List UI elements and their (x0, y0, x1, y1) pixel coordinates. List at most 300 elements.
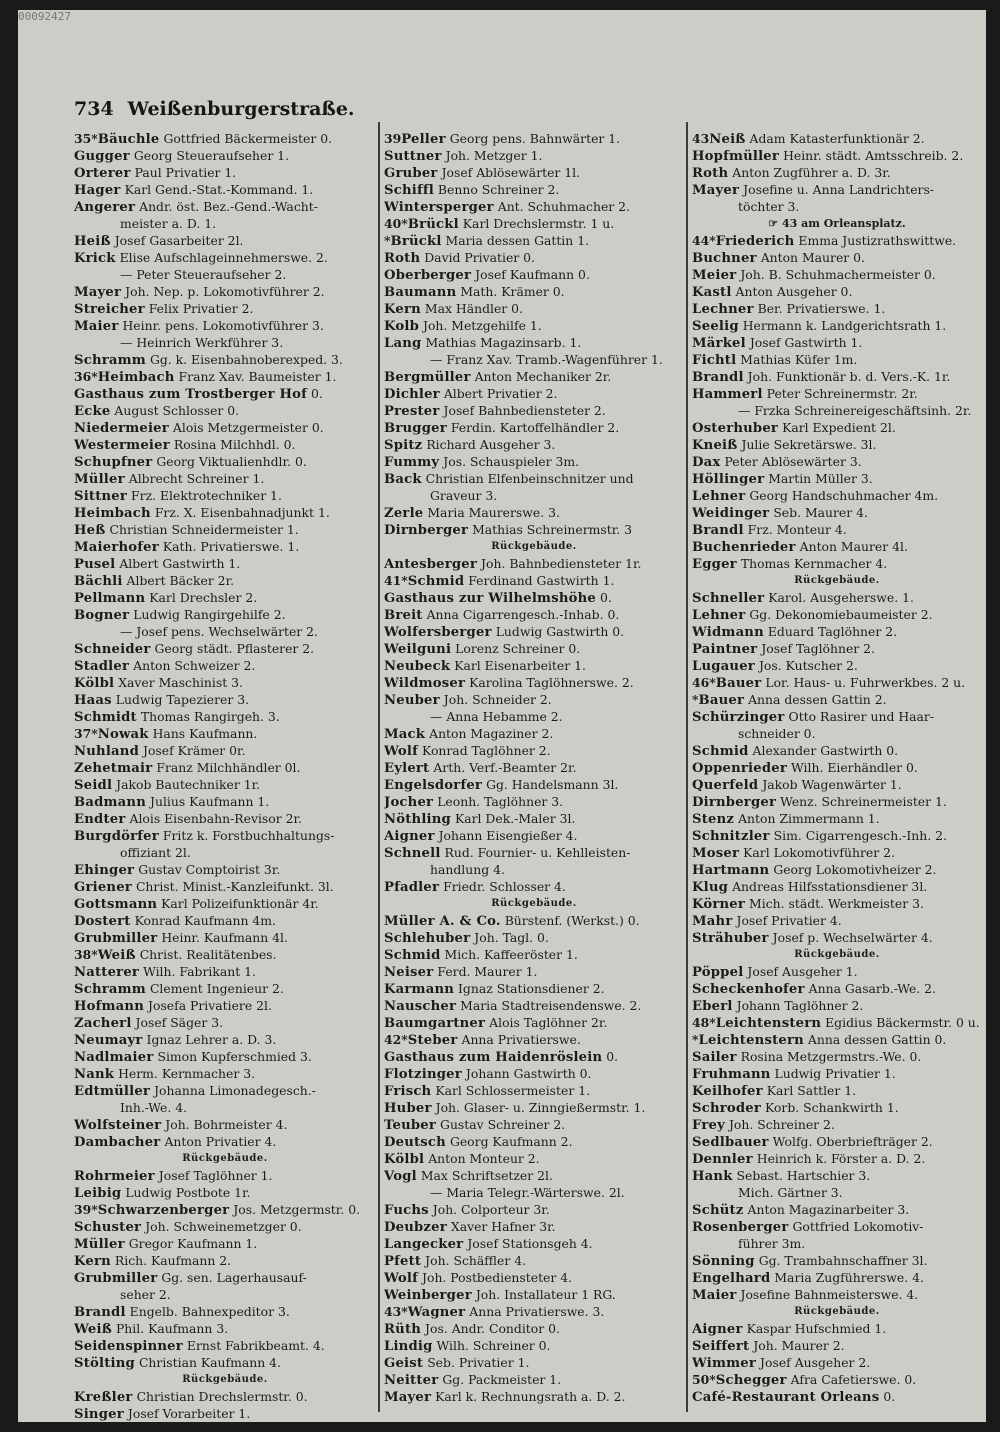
resident-name: Seelig (692, 319, 739, 334)
resident-details: Xaver Hafner 3r. (450, 1219, 556, 1234)
resident-details: Gg. k. Eisenbahnoberexped. 3. (149, 352, 343, 367)
directory-entry (74, 130, 376, 147)
directory-entry (74, 198, 376, 215)
resident-details: Karl k. Rechnungsrath a. D. 2. (435, 1389, 626, 1404)
resident-name: Gugger (74, 149, 130, 164)
resident-name: Stölting (74, 1356, 135, 1371)
resident-name: Brückl (390, 234, 442, 249)
directory-entry (74, 232, 376, 249)
directory-entry (692, 657, 982, 674)
directory-entry (692, 1082, 982, 1099)
resident-name: Pfadler (384, 880, 440, 895)
resident-name: Leichtenstern (715, 1016, 822, 1031)
resident-details: Maria Stadtreisendenswe. 2. (460, 998, 642, 1013)
resident-name: Edtmüller (74, 1084, 151, 1099)
resident-details: Josef Ausgeher 2. (760, 1355, 871, 1370)
house-number: 39 (384, 131, 402, 146)
resident-name: Paintner (692, 642, 758, 657)
resident-details: Anna Privatierswe. 3. (469, 1304, 605, 1319)
directory-entry (384, 555, 684, 572)
directory-entry (692, 249, 982, 266)
resident-name: Hofmann (74, 999, 145, 1014)
directory-entry (692, 708, 982, 725)
resident-details: Leonh. Taglöhner 3. (437, 794, 564, 809)
resident-name: Leichtenstern (698, 1033, 804, 1048)
resident-details: Hans Kaufmann. (152, 726, 258, 741)
house-number: 35* (74, 131, 98, 146)
directory-entry (692, 1133, 982, 1150)
resident-details: Karol. Ausgeherswe. 1. (768, 590, 914, 605)
resident-details: Frz. Elektrotechniker 1. (131, 488, 282, 503)
section-heading: Rückgebäude. (794, 949, 880, 960)
directory-entry (692, 453, 982, 470)
directory-entry (692, 759, 982, 776)
resident-name: Antesberger (384, 557, 478, 572)
resident-name: Angerer (74, 200, 136, 215)
section-heading: Rückgebäude. (794, 575, 880, 586)
resident-details: Engelb. Bahnexpeditor 3. (129, 1304, 290, 1319)
directory-entry (74, 1201, 376, 1218)
resident-details: Gg. Dekonomiebaumeister 2. (749, 607, 933, 622)
entry-continuation: — Josef pens. Wechselwärter 2. (120, 624, 318, 639)
resident-details: Josefa Privatiere 2l. (148, 998, 272, 1013)
column-divider (686, 122, 688, 1412)
directory-entry (384, 300, 684, 317)
resident-details: Georg Kaufmann 2. (449, 1134, 573, 1149)
resident-details: Anna Cigarrengesch.-Inhab. 0. (426, 607, 620, 622)
directory-entry (384, 198, 684, 215)
directory-entry (74, 691, 376, 708)
resident-name: Baumgartner (384, 1016, 486, 1031)
resident-name: Singer (74, 1407, 124, 1422)
resident-details: Anton Schweizer 2. (133, 658, 256, 673)
entry-continuation: offiziant 2l. (120, 845, 191, 860)
directory-entry (384, 402, 684, 419)
resident-details: Rosina Milchhdl. 0. (173, 437, 296, 452)
directory-entry (692, 1388, 982, 1405)
directory-entry (692, 232, 982, 249)
resident-name: Neuber (384, 693, 440, 708)
directory-entry (384, 878, 684, 895)
scan-id: 00092427 (18, 10, 71, 23)
resident-name: Fruhmann (692, 1067, 771, 1082)
resident-name: Hopfmüller (692, 149, 780, 164)
resident-name: Natterer (74, 965, 140, 980)
directory-entry (74, 1031, 376, 1048)
resident-details: Georg Steueraufseher 1. (133, 148, 290, 163)
directory-entry (74, 895, 376, 912)
resident-details: Gg. Packmeister 1. (442, 1372, 562, 1387)
directory-entry (692, 181, 982, 198)
resident-details: 0. (606, 1049, 619, 1064)
resident-name: Haas (74, 693, 112, 708)
resident-name: Hartmann (692, 863, 770, 878)
resident-name: Ecke (74, 404, 111, 419)
resident-details: Karl Gend.-Stat.-Kommand. 1. (124, 182, 314, 197)
directory-entry (384, 1218, 684, 1235)
resident-details: Josef Vorarbeiter 1. (127, 1406, 251, 1421)
directory-entry (692, 1354, 982, 1371)
resident-name: Schramm (74, 982, 146, 997)
resident-name: Dirnberger (692, 795, 777, 810)
resident-name: Müller (74, 1237, 125, 1252)
resident-name: Burgdörfer (74, 829, 159, 844)
resident-details: Julie Sekretärswe. 3l. (741, 437, 877, 452)
resident-name: Kneiß (692, 438, 738, 453)
resident-details: Arth. Verf.-Beamter 2r. (433, 760, 577, 775)
resident-name: Kastl (692, 285, 732, 300)
resident-details: Joh. Bohrmeister 4. (165, 1117, 288, 1132)
resident-name: Pellmann (74, 591, 146, 606)
resident-name: Schütz (692, 1203, 744, 1218)
resident-name: Krick (74, 251, 116, 266)
resident-details: Johann Eisengießer 4. (438, 828, 578, 843)
directory-entry (384, 1269, 684, 1286)
resident-name: Steber (407, 1033, 458, 1048)
resident-name: Lehner (692, 489, 746, 504)
directory-entry (692, 317, 982, 334)
resident-name: Gasthaus zum Haidenröslein (384, 1050, 603, 1065)
directory-entry (692, 1218, 982, 1235)
directory-entry (384, 1252, 684, 1269)
resident-details: Gottfried Lokomotiv- (792, 1219, 924, 1234)
directory-entry (74, 1048, 376, 1065)
directory-entry (692, 606, 982, 623)
resident-name: Mayer (74, 285, 122, 300)
resident-name: Wintersperger (384, 200, 494, 215)
column-3 (692, 130, 982, 1405)
resident-name: Körner (692, 897, 746, 912)
resident-details: Alois Metzgermeister 0. (172, 420, 324, 435)
directory-entry (692, 827, 982, 844)
resident-details: Johann Gastwirth 0. (465, 1066, 592, 1081)
resident-name: Engelhard (692, 1271, 771, 1286)
resident-name: Deutsch (384, 1135, 446, 1150)
resident-name: Egger (692, 557, 737, 572)
resident-name: Neiß (709, 132, 746, 147)
resident-name: Heimbach (97, 370, 175, 385)
directory-entry (74, 283, 376, 300)
resident-name: Gasthaus zur Wilhelmshöhe (384, 591, 597, 606)
resident-name: Seidenspinner (74, 1339, 183, 1354)
resident-details: Peter Schreinermstr. 2r. (766, 386, 918, 401)
directory-entry (384, 844, 684, 861)
resident-name: Deubzer (384, 1220, 447, 1235)
resident-name: Hager (74, 183, 121, 198)
directory-entry (74, 1388, 376, 1405)
resident-details: Anna dessen Gattin 0. (807, 1032, 947, 1047)
directory-entry (692, 1099, 982, 1116)
resident-name: Brandl (692, 523, 744, 538)
directory-entry (74, 181, 376, 198)
resident-name: Bauer (715, 676, 762, 691)
resident-details: Maria Maurerswe. 3. (427, 505, 560, 520)
entry-continuation: Inh.-We. 4. (120, 1100, 188, 1115)
directory-entry (692, 368, 982, 385)
directory-entry (384, 1099, 684, 1116)
directory-entry (692, 164, 982, 181)
directory-entry (384, 674, 684, 691)
directory-entry (384, 1065, 684, 1082)
directory-entry (74, 572, 376, 589)
directory-entry (692, 929, 982, 946)
resident-details: Seb. Privatier 1. (427, 1355, 530, 1370)
directory-entry (74, 963, 376, 980)
resident-details: Wilh. Fabrikant 1. (143, 964, 256, 979)
resident-details: Joh. Bahnbediensteter 1r. (481, 556, 642, 571)
directory-entry (74, 1320, 376, 1337)
directory-entry (384, 181, 684, 198)
resident-name: Frey (692, 1118, 725, 1133)
directory-entry (692, 1201, 982, 1218)
resident-name: Gruber (384, 166, 438, 181)
directory-entry (74, 640, 376, 657)
directory-entry (74, 657, 376, 674)
resident-name: Mahr (692, 914, 733, 929)
directory-entry (384, 164, 684, 181)
resident-name: Geist (384, 1356, 424, 1371)
entry-continuation: — Heinrich Werkführer 3. (120, 335, 284, 350)
resident-name: Schürzinger (692, 710, 785, 725)
resident-details: Anna dessen Gattin 2. (748, 692, 887, 707)
resident-details: Wolfg. Oberbriefträger 2. (772, 1134, 933, 1149)
resident-name: Maier (692, 1288, 737, 1303)
resident-details: Albrecht Schreiner 1. (128, 471, 265, 486)
resident-name: Hammerl (692, 387, 763, 402)
directory-entry (74, 1269, 376, 1286)
resident-name: Neitter (384, 1373, 439, 1388)
resident-details: Peter Ablösewärter 3. (724, 454, 862, 469)
resident-details: Karl Polizeifunktionär 4r. (161, 896, 319, 911)
directory-entry (384, 1167, 684, 1184)
directory-entry (384, 317, 684, 334)
resident-details: Sebast. Hartschier 3. (736, 1168, 871, 1183)
directory-entry (74, 1082, 376, 1099)
resident-name: Schmid (692, 744, 749, 759)
directory-entry (384, 963, 684, 980)
house-number: * (692, 1032, 699, 1047)
resident-details: Josef Taglöhner 1. (158, 1168, 273, 1183)
resident-name: Schnell (384, 846, 441, 861)
resident-name: Schmidt (74, 710, 137, 725)
resident-name: Kern (74, 1254, 111, 1269)
directory-entry (74, 742, 376, 759)
directory-entry (692, 742, 982, 759)
resident-details: Anton Privatier 4. (164, 1134, 277, 1149)
resident-name: Schegger (715, 1373, 787, 1388)
resident-details: Joh. Postbediensteter 4. (422, 1270, 573, 1285)
resident-name: Kölbl (384, 1152, 425, 1167)
resident-name: Widmann (692, 625, 764, 640)
directory-entry (74, 521, 376, 538)
resident-name: Eylert (384, 761, 430, 776)
resident-details: Ludwig Rangirgehilfe 2. (133, 607, 286, 622)
resident-name: Wagner (407, 1305, 466, 1320)
resident-name: Suttner (384, 149, 442, 164)
directory-entry (692, 640, 982, 657)
resident-name: Badmann (74, 795, 146, 810)
resident-name: Streicher (74, 302, 145, 317)
resident-details: Alois Eisenbahn-Revisor 2r. (129, 811, 302, 826)
resident-details: Josef Krämer 0r. (143, 743, 246, 758)
resident-name: Pfett (384, 1254, 422, 1269)
resident-details: Franz Xav. Baumeister 1. (178, 369, 337, 384)
resident-name: Friederich (715, 234, 795, 249)
house-number: 38* (74, 947, 98, 962)
resident-details: Georg Handschuhmacher 4m. (749, 488, 939, 503)
resident-details: Gg. sen. Lagerhausauf- (161, 1270, 307, 1285)
directory-entry (384, 980, 684, 997)
resident-name: Vogl (384, 1169, 417, 1184)
resident-details: Joh. Glaser- u. Zinngießermstr. 1. (435, 1100, 646, 1115)
directory-entry (384, 1201, 684, 1218)
resident-details: Rosina Metzgermstrs.-We. 0. (740, 1049, 922, 1064)
resident-name: Ehinger (74, 863, 135, 878)
section-heading: Rückgebäude. (491, 541, 577, 552)
directory-entry (74, 980, 376, 997)
resident-details: Josef Ablösewärter 1l. (441, 165, 581, 180)
resident-details: Heinr. städt. Amtsschreib. 2. (783, 148, 964, 163)
resident-name: Keilhofer (692, 1084, 763, 1099)
house-number: 39* (74, 1202, 98, 1217)
entry-continuation: meister a. D. 1. (120, 216, 217, 231)
resident-details: Albert Privatier 2. (443, 386, 558, 401)
resident-details: Rich. Kaufmann 2. (114, 1253, 232, 1268)
resident-name: Schiffl (384, 183, 434, 198)
resident-details: 0. (311, 386, 323, 401)
resident-details: Alexander Gastwirth 0. (752, 743, 899, 758)
directory-entry (384, 1133, 684, 1150)
directory-entry (384, 385, 684, 402)
resident-details: Friedr. Schlosser 4. (443, 879, 566, 894)
directory-entry (692, 793, 982, 810)
resident-name: Prester (384, 404, 440, 419)
resident-name: Schlehuber (384, 931, 471, 946)
resident-name: Pusel (74, 557, 116, 572)
resident-name: Nauscher (384, 999, 457, 1014)
resident-name: Schmid (407, 574, 465, 589)
resident-details: Gregor Kaufmann 1. (128, 1236, 258, 1251)
resident-details: Joh. Schreiner 2. (728, 1117, 835, 1132)
resident-name: Nadlmaier (74, 1050, 154, 1065)
resident-name: Grubmiller (74, 1271, 158, 1286)
resident-details: Ant. Schuhmacher 2. (497, 199, 630, 214)
resident-name: Sittner (74, 489, 128, 504)
resident-name: Zacherl (74, 1016, 132, 1031)
directory-entry (384, 419, 684, 436)
resident-details: Thomas Rangirgeh. 3. (140, 709, 280, 724)
resident-details: Josef Kaufmann 0. (475, 267, 590, 282)
resident-details: Anton Maurer 4l. (799, 539, 908, 554)
directory-entry (74, 453, 376, 470)
resident-details: David Privatier 0. (424, 250, 535, 265)
resident-name: Dennler (692, 1152, 753, 1167)
resident-name: Wolfersberger (384, 625, 492, 640)
resident-details: Josefine Bahnmeisterswe. 4. (740, 1287, 919, 1302)
resident-details: Mathias Küfer 1m. (740, 352, 858, 367)
resident-name: Pöppel (692, 965, 744, 980)
directory-entry (692, 419, 982, 436)
directory-entry (384, 929, 684, 946)
resident-details: Jos. Kutscher 2. (758, 658, 858, 673)
resident-details: Hermann k. Landgerichtsrath 1. (742, 318, 947, 333)
section-heading: Rückgebäude. (182, 1374, 268, 1385)
directory-entry (692, 691, 982, 708)
directory-entry (692, 283, 982, 300)
resident-details: 0. (600, 590, 612, 605)
directory-entry (74, 1405, 376, 1422)
house-number: 41* (384, 573, 408, 588)
house-number: 36* (74, 369, 98, 384)
resident-details: Karolina Taglöhnerswe. 2. (469, 675, 634, 690)
resident-details: Josef Bahnbediensteter 2. (443, 403, 606, 418)
resident-details: Elise Aufschlageinnehmerswe. 2. (119, 250, 328, 265)
directory-entry (692, 1252, 982, 1269)
resident-name: Weiß (74, 1322, 112, 1337)
directory-entry (74, 606, 376, 623)
resident-details: Wilh. Schreiner 0. (436, 1338, 551, 1353)
resident-name: Schuster (74, 1220, 142, 1235)
resident-details: Sim. Cigarrengesch.-Inh. 2. (773, 828, 947, 843)
directory-entry (384, 793, 684, 810)
directory-entry (74, 1116, 376, 1133)
directory-entry (384, 368, 684, 385)
directory-entry (74, 997, 376, 1014)
directory-entry (384, 130, 684, 147)
resident-details: Thomas Kernmacher 4. (740, 556, 888, 571)
directory-entry (74, 1235, 376, 1252)
resident-name: Roth (692, 166, 729, 181)
resident-name: Märkel (692, 336, 746, 351)
resident-details: Martin Müller 3. (768, 471, 873, 486)
directory-entry (74, 861, 376, 878)
directory-entry (384, 1354, 684, 1371)
directory-entry (74, 385, 376, 402)
resident-details: Karl Drechslermstr. 1 u. (462, 216, 615, 231)
resident-details: Paul Privatier 1. (134, 165, 237, 180)
directory-entry (692, 1031, 982, 1048)
resident-details: Joh. Nep. p. Lokomotivführer 2. (125, 284, 325, 299)
resident-details: Egidius Bäckermstr. 0 u. (825, 1015, 980, 1030)
resident-details: Joh. Installateur 1 RG. (475, 1287, 616, 1302)
directory-entry (692, 538, 982, 555)
resident-details: Simon Kupferschmied 3. (157, 1049, 312, 1064)
resident-details: Alois Taglöhner 2r. (489, 1015, 608, 1030)
resident-name: Lindig (384, 1339, 433, 1354)
resident-name: Wildmoser (384, 676, 466, 691)
entry-continuation: — Franz Xav. Tramb.-Wagenführer 1. (430, 352, 663, 367)
resident-name: Aigner (384, 829, 435, 844)
directory-entry (692, 504, 982, 521)
resident-details: Fritz k. Forstbuchhaltungs- (162, 828, 335, 843)
directory-entry (692, 861, 982, 878)
directory-entry (384, 946, 684, 963)
entry-continuation: — Peter Steueraufseher 2. (120, 267, 287, 282)
directory-entry (384, 623, 684, 640)
directory-entry (692, 147, 982, 164)
resident-name: Neumayr (74, 1033, 143, 1048)
directory-entry (384, 1388, 684, 1405)
resident-name: Dirnberger (384, 523, 469, 538)
resident-name: Buchner (692, 251, 757, 266)
resident-details: Lor. Haus- u. Fuhrwerkbes. 2 u. (765, 675, 966, 690)
directory-entry (74, 504, 376, 521)
directory-entry (74, 912, 376, 929)
directory-entry (692, 912, 982, 929)
resident-name: Höllinger (692, 472, 765, 487)
directory-entry (692, 776, 982, 793)
directory-entry (74, 1133, 376, 1150)
